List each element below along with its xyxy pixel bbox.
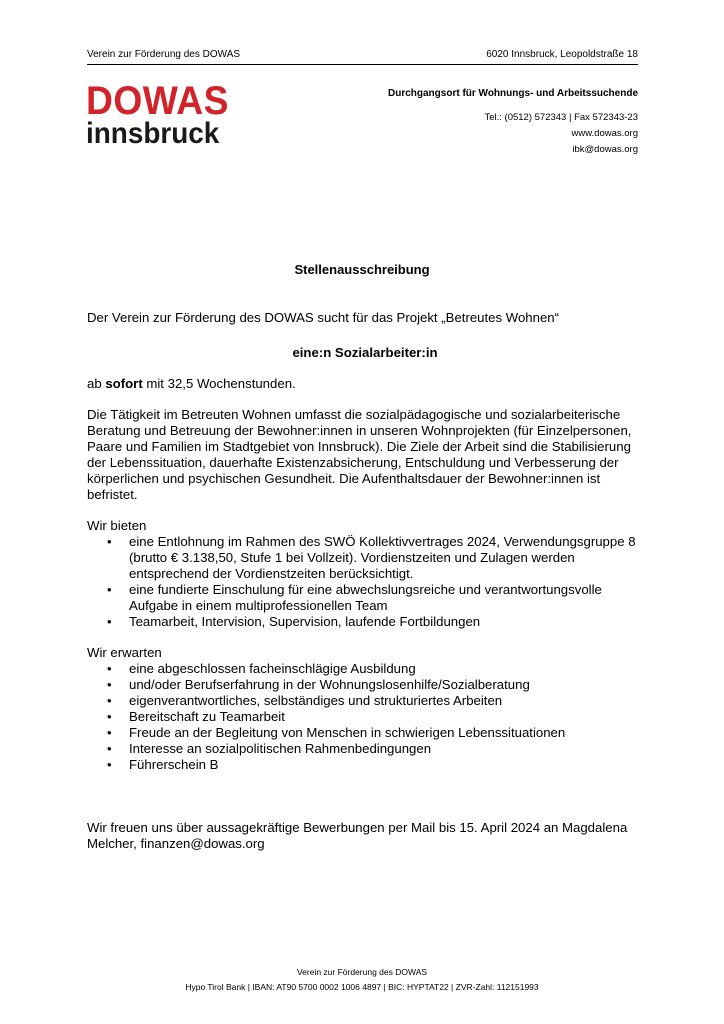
list-item: • Interesse an sozialpolitischen Rahmenbedingungen (87, 741, 643, 757)
header-address: 6020 Innsbruck, Leopoldstraße 18 (486, 49, 638, 60)
contact-phone: Tel.: (0512) 572343 | Fax 572343-23 (484, 112, 638, 123)
start-pre: ab (87, 376, 106, 391)
closing-paragraph: Wir freuen uns über aussagekräftige Bewerbungen per Mail bis 15. April 2024 an Magdalena Melcher, finanzen@dowas.org (87, 820, 628, 851)
header-org: Verein zur Förderung des DOWAS (87, 49, 241, 60)
list-item: • Bereitschaft zu Teamarbeit (87, 709, 643, 725)
list-item: • Freude an der Begleitung von Menschen in schwierigen Lebenssituationen (87, 725, 643, 741)
footer-bank: Hypo Tirol Bank | IBAN: AT90 5700 0002 1006 4897 | BIC: HYPTAT22 | ZVR-Zahl: 112151993 (185, 982, 539, 992)
dowas-logo (86, 79, 240, 150)
page-header (87, 48, 638, 65)
list-item: • Teamarbeit, Intervision, Supervision, laufende Fortbildungen (87, 614, 643, 630)
description-paragraph: Die Tätigkeit im Betreuten Wohnen umfasst die sozialpädagogische und sozialarbeiterische Beratung und Betreuung der Bewohner:innen in unseren Wohnprojekten (für Einzelpersonen, Paare und Familien im Stadtgebiet von Innsbruck). Die Ziele der Arbeit sind die Stabilisierung der Lebenssituation, dauerhafte Existenzabsicherung, Entschuldung und Verbesserung der körperlichen und psychischen Gesundheit. Die Aufenthaltsdauer der Bewohner:innen ist befristet. (87, 407, 632, 502)
contact-block (388, 86, 638, 158)
list-item: • eigenverantwortliches, selbständiges und strukturiertes Arbeiten (87, 693, 643, 709)
list-item: • eine fundierte Einschulung für eine abwechslungsreiche und verantwortungsvolle Aufgabe in einem multiprofessionellen Team (87, 582, 643, 614)
page-footer (0, 965, 724, 995)
logo-line-dowas: DOWAS (86, 79, 229, 123)
expectations-list (87, 661, 643, 773)
start-paragraph (87, 376, 643, 392)
position-title: eine:n Sozialarbeiter:in (292, 345, 438, 360)
footer-org: Verein zur Förderung des DOWAS (296, 967, 428, 977)
start-post: mit 32,5 Wochenstunden. (142, 376, 296, 391)
contact-email[interactable]: ibk@dowas.org (572, 144, 638, 155)
intro-paragraph: Der Verein zur Förderung des DOWAS sucht für das Projekt „Betreutes Wohnen“ (87, 310, 560, 325)
document-title: Stellenausschreibung (294, 262, 430, 277)
contact-web[interactable]: www.dowas.org (571, 128, 638, 139)
contact-tagline: Durchgangsort für Wohnungs- und Arbeitssuchende (388, 88, 638, 99)
offers-list (87, 534, 643, 630)
list-item: • Führerschein B (87, 757, 643, 773)
offers-heading: Wir bieten (87, 518, 147, 533)
list-item: • eine abgeschlossen facheinschlägige Ausbildung (87, 661, 643, 677)
document-body (87, 310, 643, 852)
logo-line-innsbruck: innsbruck (86, 117, 220, 150)
expectations-heading: Wir erwarten (87, 645, 162, 660)
start-bold: sofort (105, 376, 143, 391)
list-item: • und/oder Berufserfahrung in der Wohnungslosenhilfe/Sozialberatung (87, 677, 643, 693)
list-item: • eine Entlohnung im Rahmen des SWÖ Kollektivvertrages 2024, Verwendungsgruppe 8 (brutto € 3.138,50, Stufe 1 bei Vollzeit). Vordienstzeiten und Zulagen werden entsprechend der Vordienstzeiten berücksichtigt. (87, 534, 643, 582)
